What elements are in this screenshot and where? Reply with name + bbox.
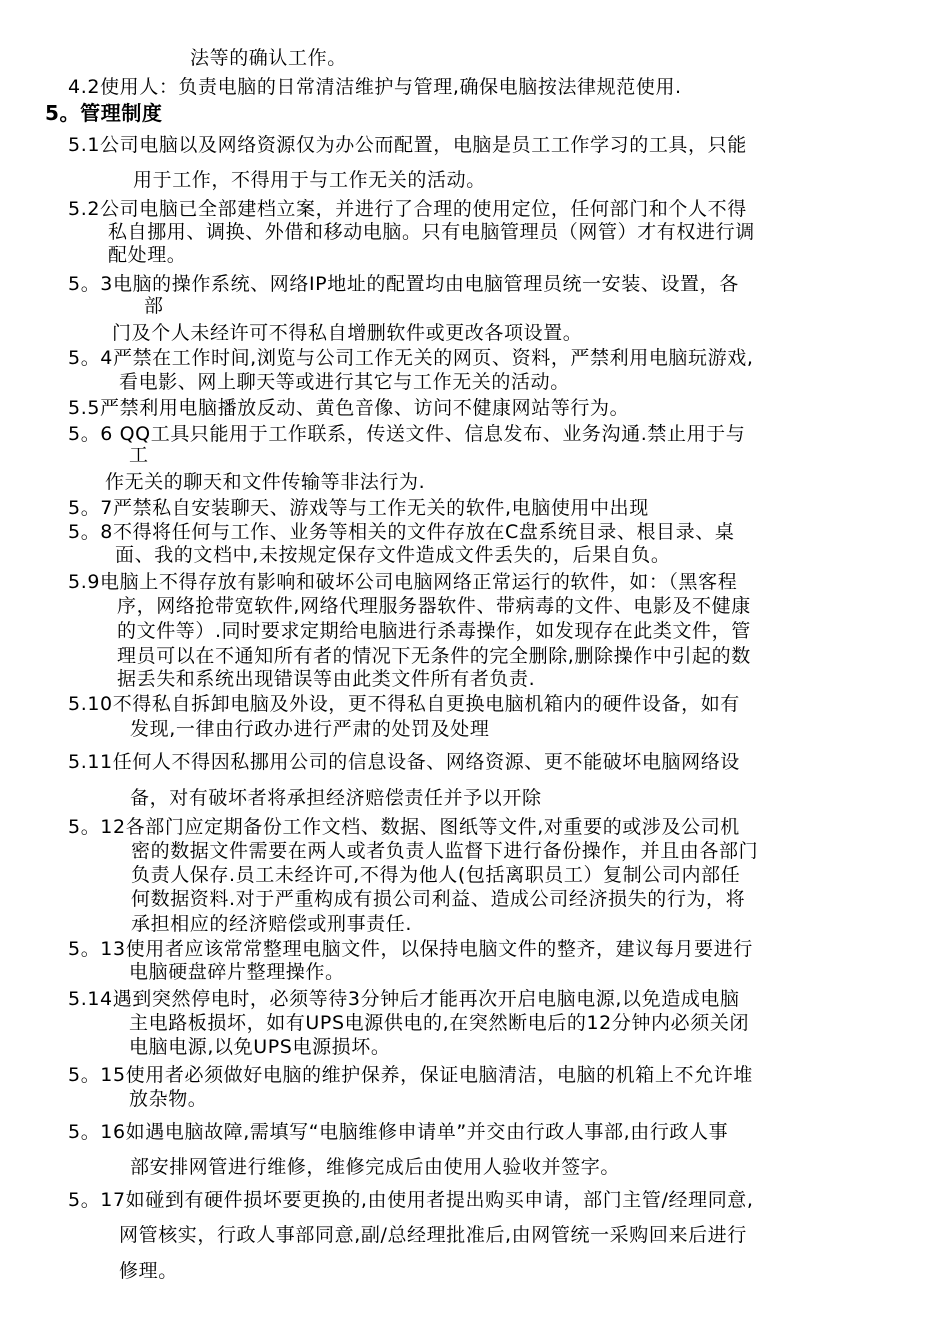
text-line: 5.9电脑上不得存放有影响和破坏公司电脑网络正常运行的软件，如：（黑客程 <box>68 571 738 593</box>
text-line: 5。6 QQ工具只能用于工作联系，传送文件、信息发布、业务沟通.禁止用于与 <box>68 423 746 445</box>
text-line: 主电路板损坏，如有UPS电源供电的,在突然断电后的12分钟内必须关闭 <box>129 1012 750 1034</box>
text-line: 私自挪用、调换、外借和移动电脑。只有电脑管理员（网管）才有权进行调 <box>108 221 755 243</box>
text-line: 5。15使用者必须做好电脑的维护保养，保证电脑清洁，电脑的机箱上不允许堆 <box>68 1064 753 1086</box>
text-line: 序，网络抢带宽软件,网络代理服务器软件、带病毒的文件、电影及不健康 <box>117 595 751 617</box>
text-line: 电脑电源,以免UPS电源损坏。 <box>129 1036 391 1058</box>
text-line: 理员可以在不通知所有者的情况下无条件的完全删除,删除操作中引起的数 <box>117 645 751 667</box>
text-line: 发现,一律由行政办进行严肃的处罚及处理 <box>130 718 490 740</box>
text-line: 5.11任何人不得因私挪用公司的信息设备、网络资源、更不能破坏电脑网络设 <box>68 751 740 773</box>
text-line: 的文件等）.同时要求定期给电脑进行杀毒操作，如发现存在此类文件，管 <box>117 620 751 642</box>
text-line: 工 <box>129 444 149 466</box>
text-line: 承担相应的经济赔偿或刑事责任. <box>131 913 413 935</box>
text-line: 放杂物。 <box>129 1088 208 1110</box>
text-line: 密的数据文件需要在两人或者负责人监督下进行备份操作，并且由各部门 <box>131 840 759 862</box>
text-line: 配处理。 <box>108 244 187 266</box>
text-line: 部安排网管进行维修，维修完成后由使用人验收并签字。 <box>130 1156 621 1178</box>
text-line: 修理。 <box>119 1260 178 1282</box>
section-heading: 5。管理制度 <box>45 101 163 125</box>
text-line: 4.2使用人：负责电脑的日常清洁维护与管理,确保电脑按法律规范使用. <box>68 76 682 98</box>
text-line: 5.14遇到突然停电时，必须等待3分钟后才能再次开启电脑电源,以免造成电脑 <box>68 988 740 1010</box>
text-line: 负责人保存.员工未经许可,不得为他人(包括离职员工）复制公司内部任 <box>131 864 741 886</box>
text-line: 电脑硬盘碎片整理操作。 <box>129 961 345 983</box>
text-line: 5。7严禁私自安装聊天、游戏等与工作无关的软件,电脑使用中出现 <box>68 497 649 519</box>
text-line: 面、我的文档中,未按规定保存文件造成文件丢失的，后果自负。 <box>115 544 671 566</box>
text-line: 作无关的聊天和文件传输等非法行为. <box>105 471 426 493</box>
text-line: 5.2公司电脑已全部建档立案，并进行了合理的使用定位，任何部门和个人不得 <box>68 198 747 220</box>
text-line: 门及个人未经许可不得私自增删软件或更改各项设置。 <box>112 322 583 344</box>
text-line: 5.1公司电脑以及网络资源仅为办公而配置，电脑是员工工作学习的工具，只能 <box>68 134 747 156</box>
text-line: 5。4严禁在工作时间,浏览与公司工作无关的网页、资料，严禁利用电脑玩游戏, <box>68 347 754 369</box>
text-line: 5。8不得将任何与工作、业务等相关的文件存放在C盘系统目录、根目录、桌 <box>68 521 735 543</box>
text-line: 部 <box>144 295 164 317</box>
text-line: 5.5严禁利用电脑播放反动、黄色音像、访问不健康网站等行为。 <box>68 397 630 419</box>
text-line: 5。16如遇电脑故障,需填写“电脑维修申请单”并交由行政人事部,由行政人事 <box>68 1121 729 1143</box>
text-line: 何数据资料.对于严重构成有损公司利益、造成公司经济损失的行为，将 <box>131 888 746 910</box>
text-line: 5。3电脑的操作系统、网络IP地址的配置均由电脑管理员统一安装、设置，各 <box>68 273 739 295</box>
text-line: 据丢失和系统出现错误等由此类文件所有者负责. <box>117 668 536 690</box>
text-line: 网管核实，行政人事部同意,副/总经理批准后,由网管统一采购回来后进行 <box>119 1224 747 1246</box>
text-line: 法等的确认工作。 <box>190 47 347 69</box>
text-line: 5。12各部门应定期备份工作文档、数据、图纸等文件,对重要的或涉及公司机 <box>68 816 740 838</box>
text-line: 5。13使用者应该常常整理电脑文件，以保持电脑文件的整齐，建议每月要进行 <box>68 938 753 960</box>
text-line: 备，对有破坏者将承担经济赔偿责任并予以开除 <box>130 787 542 809</box>
text-line: 看电影、网上聊天等或进行其它与工作无关的活动。 <box>119 371 570 393</box>
text-line: 用于工作，不得用于与工作无关的活动。 <box>133 169 486 191</box>
text-line: 5.10不得私自拆卸电脑及外设，更不得私自更换电脑机箱内的硬件设备，如有 <box>68 693 740 715</box>
text-line: 5。17如碰到有硬件损坏要更换的,由使用者提出购买申请，部门主管/经理同意, <box>68 1189 754 1211</box>
